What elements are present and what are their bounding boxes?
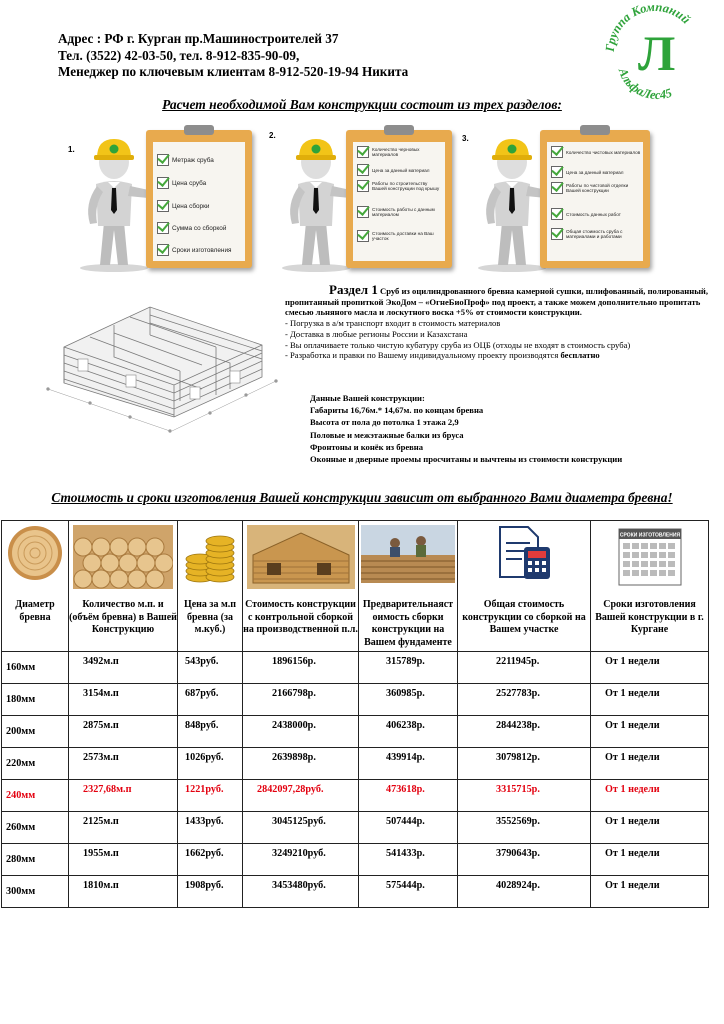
construction-data-line: Габариты 16,76м.* 14,67м. по концам бревна: [310, 405, 484, 416]
section-1-title: Раздел 1: [329, 282, 378, 297]
construction-data-line: Половые и межэтажные балки из бруса: [310, 429, 464, 440]
section-1-lead: Сруб из оцилиндрованного бревна камерной сушки, шлифованный, полированный, пропитанный пропиткой ЭкоДом – «ОгнеБиоПроф» под проект, а также можем дополнительно пропитать смесью льняного масла и лоскутного воска +5% от стоимости конструкции.: [285, 286, 709, 318]
section-1-bullet: - Погрузка в а/м транспорт входит в стоимость материалов: [285, 318, 501, 329]
step-1-checklist: [146, 130, 252, 268]
calendar-icon: [615, 525, 685, 589]
step-2-checklist: [346, 130, 452, 268]
calendar-label: СРОКИ ИЗГОТОВЛЕНИЯ: [619, 532, 680, 539]
table-row: 300мм 1810м.п 1908руб. 3453480руб. 575444р. 4028924р. От 1 недели: [2, 876, 709, 908]
checklist-item: Сумма со сборкой: [157, 222, 243, 234]
col-term-header: СРОКИ ИЗГОТОВЛЕНИЯ Сроки изготовления Вашей конструкции в г. Кургане: [591, 521, 709, 652]
checklist-item: Количество черновых материалов: [357, 146, 443, 158]
check-icon: [357, 206, 369, 218]
coins-image: [182, 525, 238, 589]
section-1-description: [285, 282, 715, 361]
col-price-header: Цена за м.п бревна (за м.куб.): [178, 521, 243, 652]
col-diameter-header: Диаметр бревна: [2, 521, 69, 652]
checklist-item: Работы по строительству Вашей конструкции под крышу: [357, 180, 443, 192]
step-2-number: 2.: [269, 131, 276, 140]
checklist-item: Стоимость доставки на Ваш участок: [357, 230, 443, 242]
checklist-item: Стоимость работы с данным материалом: [357, 206, 443, 218]
check-icon: [357, 180, 369, 192]
checklist-item: Цена за данный материал: [357, 164, 443, 176]
table-title: Стоимость и сроки изготовления Вашей конструкции зависит от выбранного Вами диаметра бревна!: [51, 490, 673, 505]
checklist-item: Количество чистовых материалов: [551, 146, 641, 158]
table-row: 220мм 2573м.п 1026руб. 2639898р. 439914р. 3079812р. От 1 недели: [2, 748, 709, 780]
step-1-number: 1.: [68, 145, 75, 154]
log-end-image: [7, 525, 63, 589]
checklist-item: Метраж сруба: [157, 154, 243, 166]
table-row: 160мм 3492м.п 543руб. 1896156р. 315789р. 2211945р. От 1 недели: [2, 652, 709, 684]
address-line: Адрес : РФ г. Курган пр.Машиностроителей 37: [58, 31, 339, 46]
checklist-item: Цена сборки: [157, 200, 243, 212]
checklist-item: Работы по чистовой отделки Вашей конструкции: [551, 182, 641, 194]
manager-line: Менеджер по ключевым клиентам 8-912-520-19-94 Никита: [58, 64, 409, 79]
col-total-cost-header: Общая стоимость конструкции со сборкой на Вашем участке: [458, 521, 591, 652]
construction-data-line: Высота от пола до потолка 1 этажа 2,9: [310, 417, 459, 428]
check-icon: [551, 228, 563, 240]
section-1-bullet: - Доставка в любые регионы России и Казахстана: [285, 328, 468, 339]
house-wireframe-drawing: [30, 285, 280, 445]
logo-bottom-text: АльфаЛес45: [615, 66, 674, 100]
section-1-bullet: - Вы оплачиваете только чистую кубатуру сруба из ОЦБ (отходы не входят в стоимость сруба): [285, 339, 631, 350]
check-icon: [551, 166, 563, 178]
check-icon: [551, 208, 563, 220]
table-row: 180мм 3154м.п 687руб. 2166798р. 360985р. 2527783р. От 1 недели: [2, 684, 709, 716]
checklist-item: Стоимость данных работ: [551, 208, 641, 220]
check-icon: [157, 200, 169, 212]
check-icon: [157, 154, 169, 166]
construction-data-line: Фронтоны и конёк из бревна: [310, 441, 424, 452]
table-row: 280мм 1955м.п 1662руб. 3249210руб. 541433р. 3790643р. От 1 недели: [2, 844, 709, 876]
col-construction-cost-header: Стоимость конструкции с контрольной сборкой на производственной п.л.: [243, 521, 359, 652]
checklist-item: Общая стоимость сруба с материалами и работами: [551, 228, 641, 240]
company-logo: [596, 2, 710, 100]
construction-data: [310, 392, 622, 465]
checklist-item: Цена за данный материал: [551, 166, 641, 178]
intro-title: Расчет необходимой Вам конструкции состоит из трех разделов:: [162, 97, 562, 112]
logo-letter: Л: [638, 25, 676, 81]
check-icon: [551, 146, 563, 158]
logo-top-text: Группа Компаний: [602, 2, 694, 53]
contact-block: [58, 31, 408, 81]
table-row: 200мм 2875м.п 848руб. 2438000р. 406238р. 2844238р. От 1 недели: [2, 716, 709, 748]
checklist-item: Сроки изготовления: [157, 244, 243, 256]
step-3-checklist: [540, 130, 650, 268]
col-quantity-header: Количество м.п. и (объём бревна) в Вашей Конструкцию: [69, 521, 178, 652]
table-row-highlighted: 240мм 2327,68м.п 1221руб. 2842097,28руб. 473618р. 3315715р. От 1 недели: [2, 780, 709, 812]
check-icon: [357, 164, 369, 176]
section-1-bullet: - Разработка и правки по Вашему индивидуальному проекту производятся бесплатно: [285, 350, 600, 361]
table-row: 260мм 2125м.п 1433руб. 3045125руб. 507444р. 3552569р. От 1 недели: [2, 812, 709, 844]
check-icon: [157, 222, 169, 234]
table-header-row: [2, 521, 709, 652]
construction-data-line: Оконные и дверные проемы просчитаны и вычтены из стоимости конструкции: [310, 454, 623, 465]
step-3-number: 3.: [462, 134, 469, 143]
workers-image: [361, 525, 455, 589]
check-icon: [157, 177, 169, 189]
document-calculator-icon: [494, 525, 554, 589]
log-house-image: [247, 525, 355, 589]
checklist-item: Цена сруба: [157, 177, 243, 189]
price-table: [1, 520, 709, 908]
logs-stack-image: [73, 525, 173, 589]
check-icon: [357, 146, 369, 158]
col-assembly-cost-header: Предварительнаяст оимость сборки конструкции на Вашем фундаменте: [359, 521, 458, 652]
check-icon: [551, 182, 563, 194]
check-icon: [357, 230, 369, 242]
construction-data-title: Данные Вашей конструкции:: [310, 393, 425, 403]
check-icon: [157, 244, 169, 256]
phone-line: Тел. (3522) 42-03-50, тел. 8-912-835-90-09,: [58, 47, 300, 63]
